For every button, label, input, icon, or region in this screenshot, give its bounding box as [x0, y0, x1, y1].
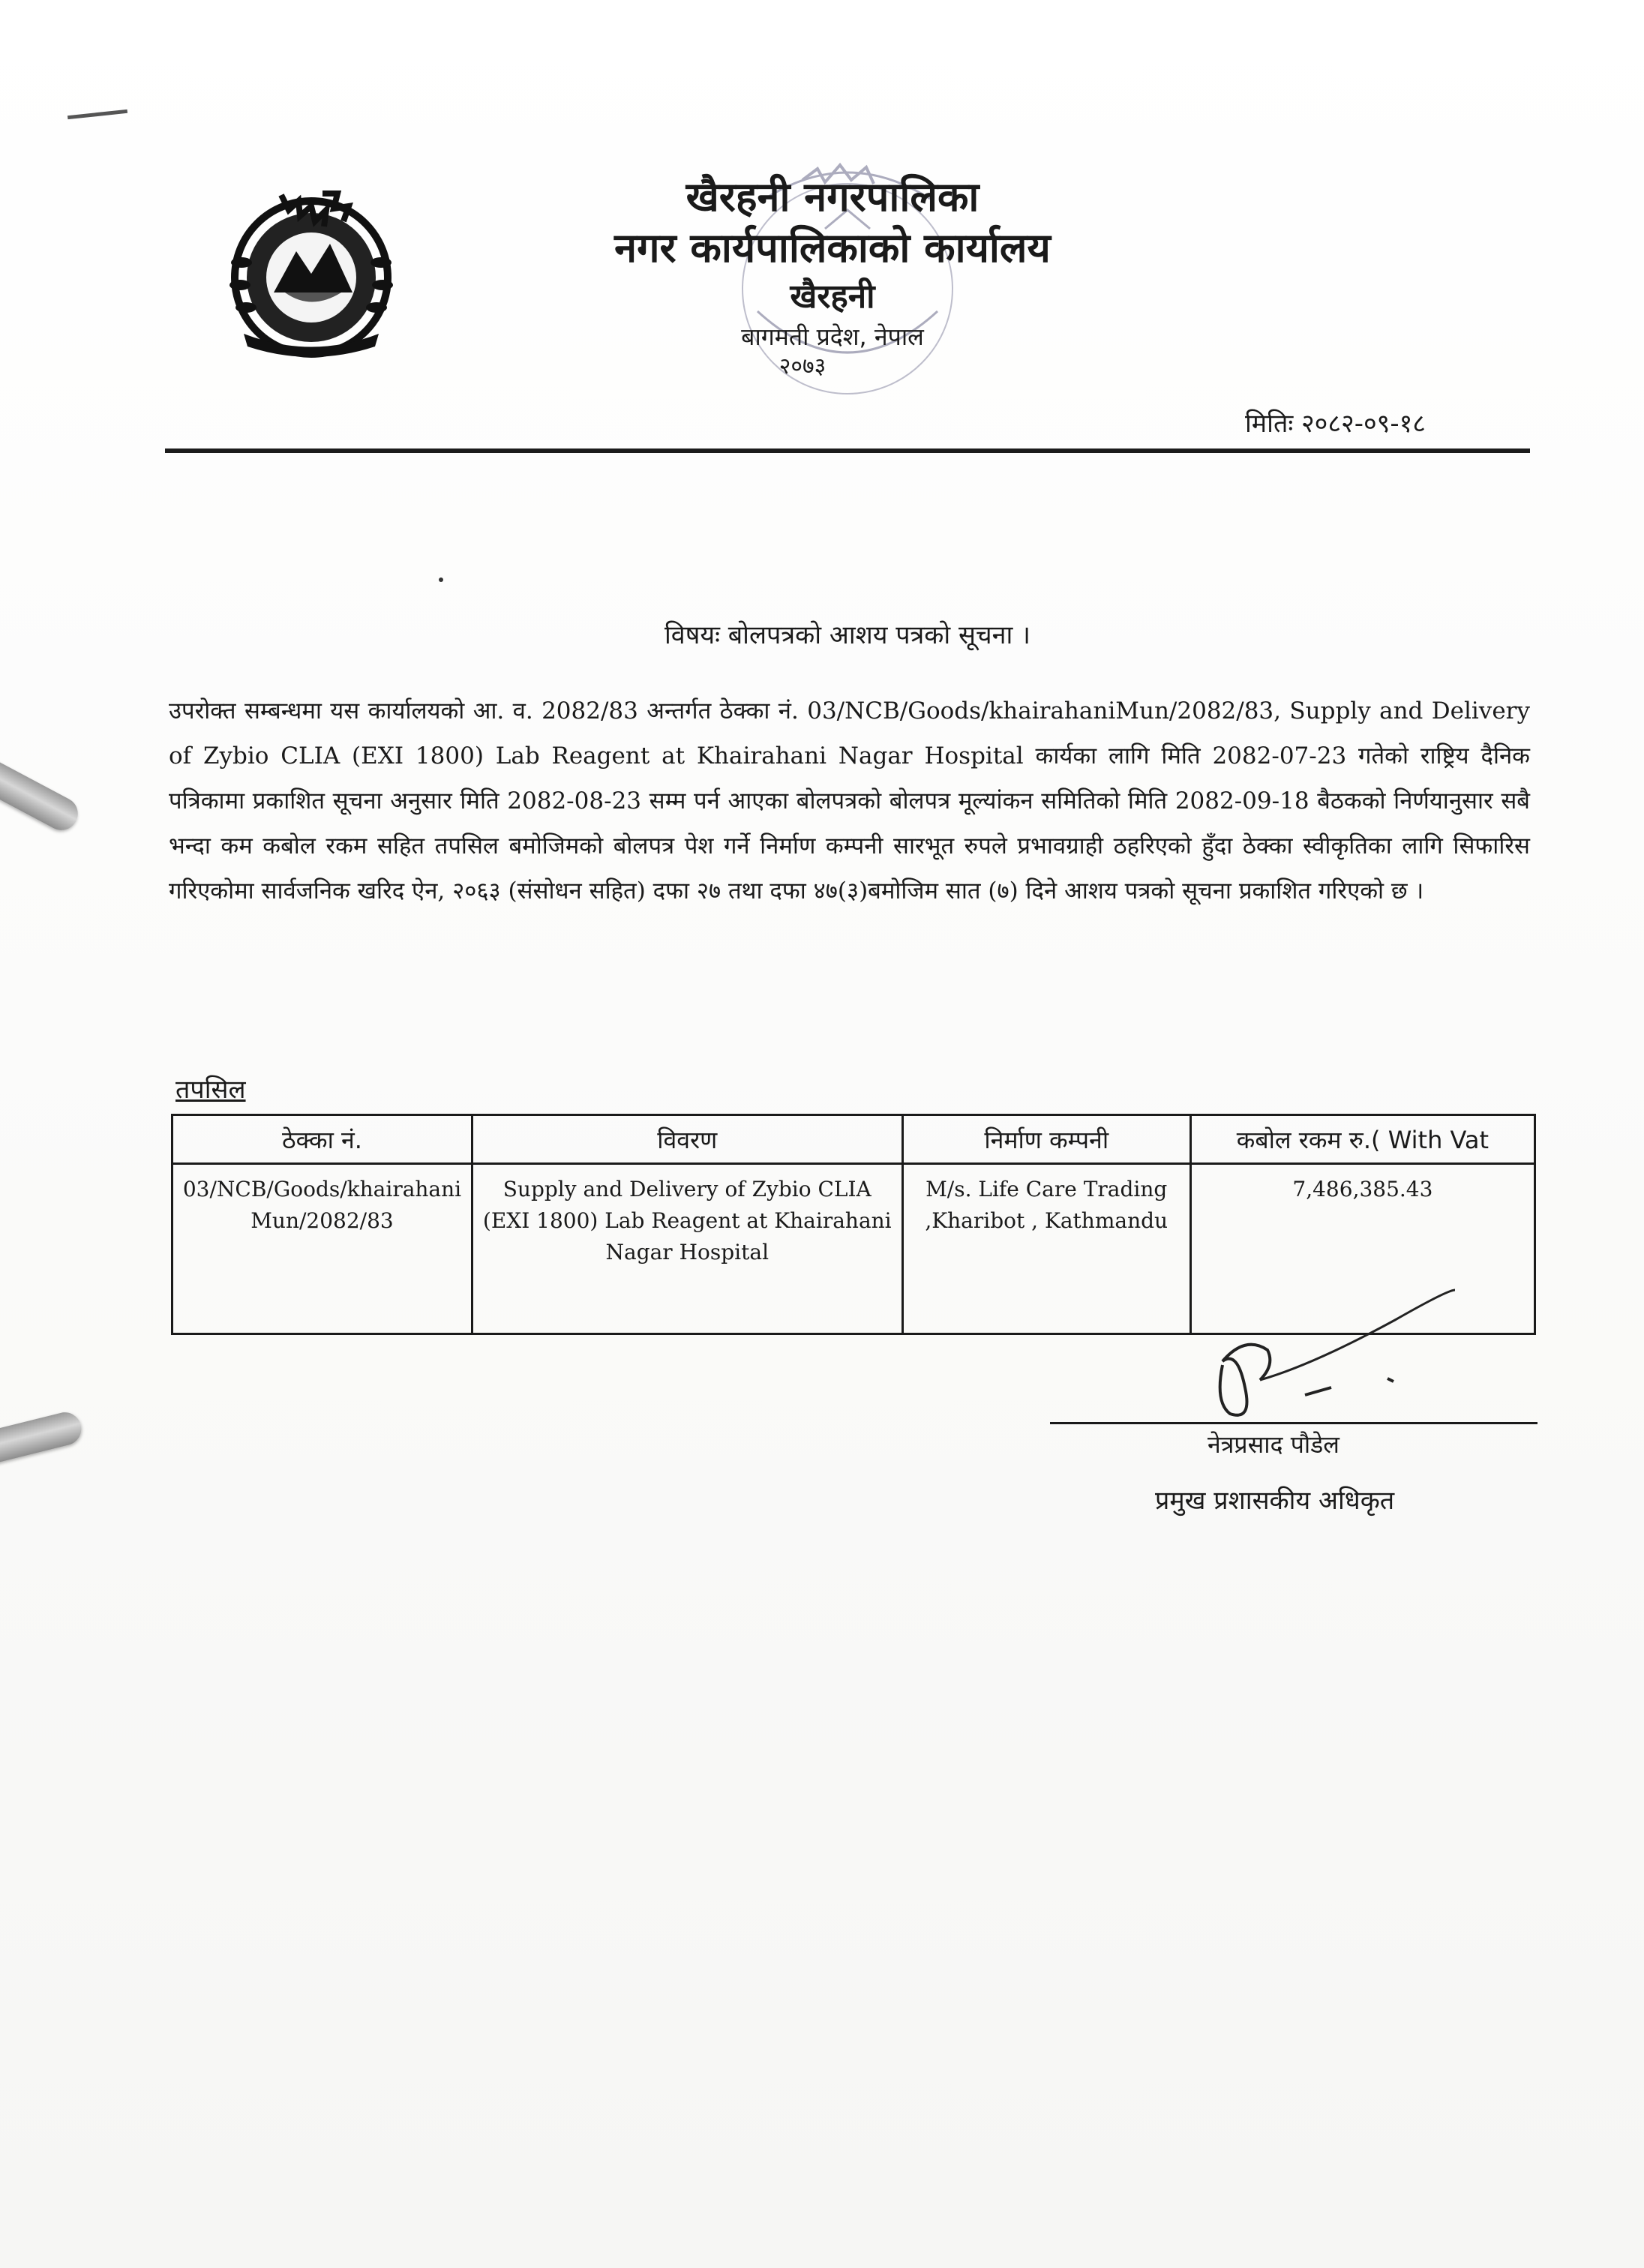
place-name: खैरहनी: [790, 278, 875, 316]
header-divider: [165, 448, 1530, 453]
description-cell: Supply and Delivery of Zybio CLIA (EXI 1800) Lab Reagent at Khairahani Nagar Hospital: [472, 1164, 902, 1334]
binder-hole-lower: [0, 1409, 85, 1468]
signatory-title: प्रमुख प्रशासकीय अधिकृत: [1155, 1486, 1395, 1516]
annex-label: तपसिल: [176, 1075, 246, 1105]
signature-line: [1050, 1422, 1538, 1424]
speck: [439, 578, 443, 582]
office-name: नगर कार्यपालिकाको कार्यालय: [614, 224, 1051, 272]
column-header-description: विवरण: [472, 1115, 902, 1164]
letterhead: [570, 172, 1095, 381]
column-header-company: निर्माण कम्पनी: [902, 1115, 1190, 1164]
established-year: २०७३: [778, 353, 826, 380]
binder-hole-upper: [0, 754, 84, 836]
company-cell: M/s. Life Care Trading ,Kharibot , Kathmandu: [902, 1164, 1190, 1334]
column-header-contract-no: ठेक्का नं.: [172, 1115, 472, 1164]
column-header-amount: कबोल रकम रु.( With Vat: [1190, 1115, 1534, 1164]
staple-mark: [68, 110, 128, 119]
municipality-name: खैरहनी नगरपालिका: [686, 173, 980, 220]
office-address: बागमती प्रदेश, नेपाल: [741, 322, 924, 351]
letter-date: मितिः २०८२-०९-१८: [1245, 409, 1426, 439]
amount-cell: 7,486,385.43: [1190, 1164, 1534, 1334]
contract-no-cell: 03/NCB/Goods/khairahani Mun/2082/83: [172, 1164, 472, 1334]
signatory-name: नेत्रप्रसाद पौडेल: [1208, 1430, 1340, 1459]
table-header-row: [172, 1115, 1535, 1164]
notice-body: उपरोक्त सम्बन्धमा यस कार्यालयको आ. व. 2082/83 अन्तर्गत ठेक्का नं. 03/NCB/Goods/khairahaniMun/2082/83, Supply and Delivery of Zybio CLIA (EXI 1800) Lab Reagent at Khairahani Nagar Hospital कार्यका लागि मिति 2082-07-23 गतेको राष्ट्रिय दैनिक पत्रिकामा प्रकाशित सूचना अनुसार मिति 2082-08-23 सम्म पर्न आएका बोलपत्रको बोलपत्र मूल्यांकन समितिको मिति 2082-09-18 बैठकको निर्णयानुसार सबै भन्दा कम कबोल रकम सहित तपसिल बमोजिमको बोलपत्र पेश गर्ने निर्माण कम्पनी सारभूत रुपले प्रभावग्राही ठहरिएको हुँदा ठेक्का स्वीकृतिका लागि सिफारिस गरिएकोमा सार्वजनिक खरिद ऐन, २०६३ (संसोधन सहित) दफा २७ तथा दफा ४७(३)बमोजिम सात (७) दिने आशय पत्रको सूचना प्रकाशित गरिएको छ ।: [169, 698, 1530, 904]
handwritten-signature-icon: [1200, 1275, 1522, 1425]
nepal-emblem-icon: [210, 180, 412, 360]
notice-subject: विषयः बोलपत्रको आशय पत्रको सूचना ।: [664, 620, 1030, 650]
